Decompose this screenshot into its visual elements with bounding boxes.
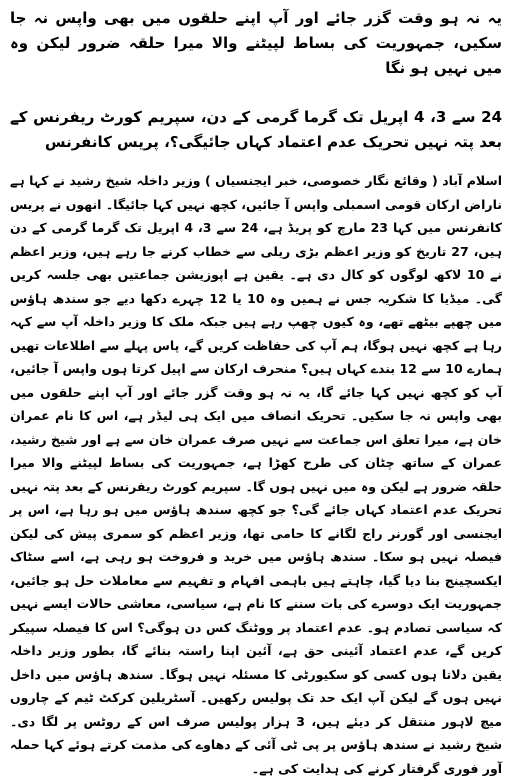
article-headline: یہ نہ ہو وقت گزر جائے اور آپ اپنے حلقوں میں بھی واپس نہ جا سکیں، جمہوریت کی بساط لپیٹنے والا میرا حلقہ ضرور لیکن وہ میں نہیں ہو نگا bbox=[10, 9, 502, 77]
article-subheadline: 24 سے 3، 4 اپریل تک گرما گرمی کے دن، سپریم کورٹ ریفرنس کے بعد پتہ نہیں تحریک عدم اعتماد کہاں جائیگی؟، پریس کانفرنس bbox=[10, 108, 503, 151]
article-body: اسلام آباد ( وقائع نگار خصوصی، خبر ایجنسیاں ) وزیر داخلہ شیخ رشید نے کہا ہے ناراض ارکان قومی اسمبلی واپس آ جائیں، کچھ نہیں کہا جائیگا۔ انھوں نے پریس کانفرنس میں کہا 23 مارچ کو پریڈ ہے، 24 سے 3، 4 اپریل تک گرما گرمی کے دن ہیں، 27 تاریخ کو وزیر اعظم بڑی ریلی سے خطاب کرنے جا رہے ہیں، وزیر اعظم نے 10 لاکھ لوگوں کو کال دی ہے۔ یقین ہے اپوزیشن جماعتیں بھی جلسہ کریں گی۔ میڈیا کا شکریہ جس نے ہمیں وہ 10 یا 12 چہرے دکھا دیے جو سندھ ہاؤس میں چھپے بیٹھے تھے، وہ کیوں چھپ رہے ہیں جبکہ ملک کا وزیر داخلہ آپ سے کہہ رہا ہے کچھ نہیں ہوگا، ہم آپ کی حفاظت کریں گے، پاس پہلے سے اطلاعات تھیں ہمارے 10 سے 12 بندے کہاں ہیں؟ منحرف ارکان سے اپیل کرتا ہوں واپس آ جائیں، آپ کو کچھ نہیں کہا جائے گا، یہ نہ ہو وقت گزر جائے اور آپ اپنے حلقوں میں بھی واپس نہ جا سکیں۔ تحریک انصاف میں ایک ہی لیڈر ہے، اس کا نام عمران خان ہے، میرا تعلق اس جماعت سے نہیں صرف عمران خان سے ہے اور شیخ رشید، عمران کے ساتھ چٹان کی طرح کھڑا ہے، جمہوریت کی بساط لپیٹنے والا میرا حلقہ ضرور ہے لیکن وہ میں نہیں ہوں گا۔ سپریم کورٹ ریفرنس کے بعد پتہ نہیں تحریک عدم اعتماد کہاں جائے گی؟ جو کچھ سندھ ہاؤس میں ہو رہا ہے، اس پر ایجنسی اور گورنر راج لگانے کا حامی تھا، وزیر اعظم کو سمری پیش کی لیکن فیصلہ نہیں ہو سکا۔ سندھ ہاؤس میں خرید و فروخت ہو رہی ہے، اسے سٹاک ایکسچینج بنا دیا گیا، چاہتے ہیں باہمی افہام و تفہیم سے معاملات حل ہو جائیں، جمہوریت ایک دوسرے کی بات سننے کا نام ہے، سیاسی، معاشی حالات ایسے نہیں کہ سیاسی تصادم ہو۔ عدم اعتماد پر ووٹنگ کس دن ہوگی؟ اس کا فیصلہ سپیکر کریں گے، عدم اعتماد آئینی حق ہے، آئین اپنا راستہ بنائے گا، بطور وزیر داخلہ یقین دلاتا ہوں کسی کو سکیورٹی کا مسئلہ نہیں ہوگا۔ سندھ ہاؤس میں داخل نہیں ہوں گے لیکن آپ ایک حد تک پولیس رکھیں۔ آسٹریلین کرکٹ ٹیم کے چاروں میچ لاہور منتقل کر دیئے ہیں، 3 ہزار پولیس صرف اس کے روٹس پر لگا دی۔ شیخ رشید نے سندھ ہاؤس پر پی ٹی آئی کے دھاوے کی مذمت کرتے ہوئے کہا حملہ آور فوری گرفتار کرنے کی ہدایت کی ہے۔ bbox=[10, 173, 503, 776]
